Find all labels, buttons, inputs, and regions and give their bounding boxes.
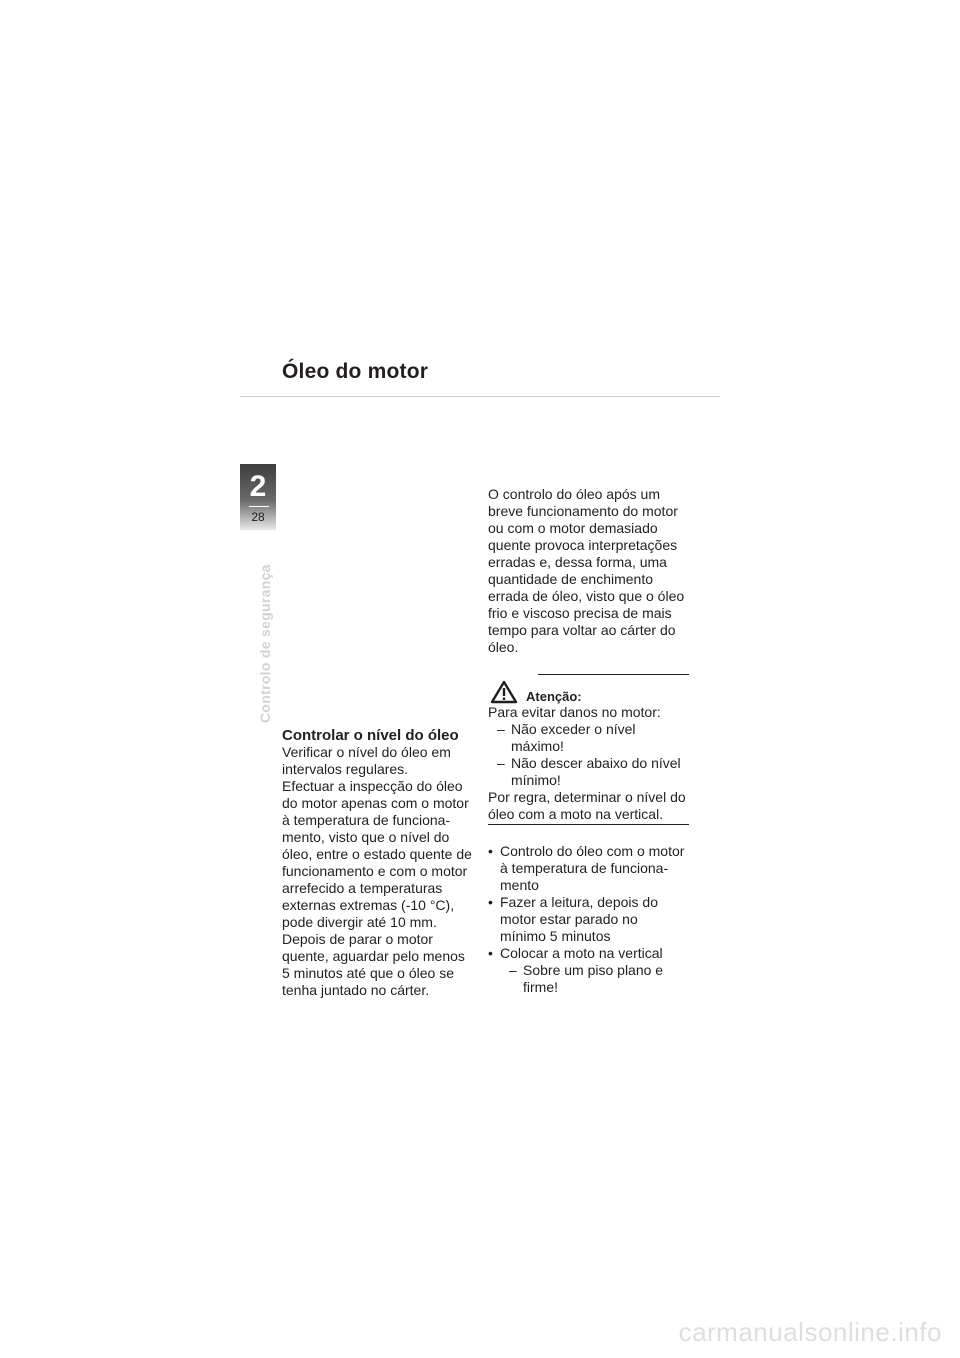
text-line: óleo. bbox=[488, 639, 519, 655]
text-line: frio e viscoso precisa de mais bbox=[488, 605, 672, 621]
watermark: carmanualsonline.info bbox=[678, 1317, 942, 1347]
text-line: – Sobre um piso plano e bbox=[523, 962, 664, 978]
text-line: mínimo 5 minutos bbox=[500, 928, 611, 944]
warning-box bbox=[488, 674, 692, 825]
warning-top-rule bbox=[538, 674, 689, 675]
text-line: breve funcionamento do motor bbox=[488, 503, 678, 519]
text-line: Depois de parar o motor bbox=[282, 931, 433, 947]
text-line: • Colocar a moto na vertical bbox=[500, 945, 663, 961]
text-line: tenha juntado no cárter. bbox=[282, 982, 430, 998]
text-line: – Não exceder o nível bbox=[511, 721, 636, 737]
section-label: Controlo de segurança bbox=[257, 564, 273, 723]
text-line: 5 minutos até que o óleo se bbox=[282, 965, 455, 981]
list-item bbox=[488, 843, 692, 894]
text-line: mento bbox=[500, 877, 539, 893]
warning-triangle-icon bbox=[490, 680, 518, 704]
text-line: óleo, entre o estado quente de bbox=[282, 846, 472, 862]
text-line: Verificar o nível do óleo em bbox=[282, 744, 451, 760]
text-line: arrefecido a temperaturas bbox=[282, 880, 443, 896]
body-paragraph bbox=[282, 744, 478, 999]
list-item bbox=[488, 894, 692, 945]
text-line: Por regra, determinar o nível do bbox=[488, 789, 686, 805]
text-line: quantidade de enchimento bbox=[488, 571, 654, 587]
sub-list-item bbox=[500, 962, 692, 996]
text-line: • Controlo do óleo com o motor bbox=[500, 843, 685, 859]
warning-bottom-rule bbox=[488, 824, 689, 825]
page-number: 28 bbox=[251, 510, 265, 524]
chapter-tab bbox=[240, 464, 276, 530]
text-line: ou com o motor demasiado bbox=[488, 520, 658, 536]
list-item bbox=[488, 945, 692, 996]
text-line: mento, visto que o nível do bbox=[282, 829, 450, 845]
warning-header bbox=[488, 682, 692, 704]
chapter-divider bbox=[249, 506, 269, 507]
text-line: quente provoca interpretações bbox=[488, 537, 678, 553]
text-line: firme! bbox=[523, 979, 558, 995]
left-column bbox=[282, 727, 478, 999]
page-title: Óleo do motor bbox=[282, 360, 429, 383]
text-line: à temperatura de funciona- bbox=[282, 812, 451, 828]
text-line: • Fazer a leitura, depois do bbox=[500, 894, 658, 910]
text-line: – Não descer abaixo do nível bbox=[511, 755, 681, 771]
text-line: mínimo! bbox=[511, 772, 561, 788]
text-line: tempo para voltar ao cárter do bbox=[488, 622, 676, 638]
text-line: externas extremas (-10 °C), bbox=[282, 897, 455, 913]
text-line: errada de óleo, visto que o óleo bbox=[488, 588, 685, 604]
right-column bbox=[488, 486, 692, 996]
warning-item bbox=[488, 721, 692, 755]
text-line: funcionamento e com o motor bbox=[282, 863, 468, 879]
text-line: à temperatura de funciona- bbox=[500, 860, 669, 876]
bullet-list bbox=[488, 843, 692, 996]
warning-item bbox=[488, 755, 692, 789]
text-line: erradas e, dessa forma, uma bbox=[488, 554, 667, 570]
text-line: Efectuar a inspecção do óleo bbox=[282, 778, 463, 794]
text-line: intervalos regulares. bbox=[282, 761, 409, 777]
text-line: motor estar parado no bbox=[500, 911, 638, 927]
text-line: do motor apenas com o motor bbox=[282, 795, 469, 811]
text-line: quente, aguardar pelo menos bbox=[282, 948, 465, 964]
text-line: máximo! bbox=[511, 738, 564, 754]
warning-intro: Para evitar danos no motor: bbox=[488, 704, 661, 720]
section-heading: Controlar o nível do óleo bbox=[282, 727, 459, 744]
intro-paragraph bbox=[488, 486, 692, 656]
text-line: óleo com a moto na vertical. bbox=[488, 806, 664, 822]
title-divider bbox=[240, 396, 720, 397]
warning-label: Atenção: bbox=[526, 689, 582, 704]
text-line: O controlo do óleo após um bbox=[488, 486, 660, 502]
chapter-number: 2 bbox=[249, 470, 267, 503]
text-line: pode divergir até 10 mm. bbox=[282, 914, 437, 930]
